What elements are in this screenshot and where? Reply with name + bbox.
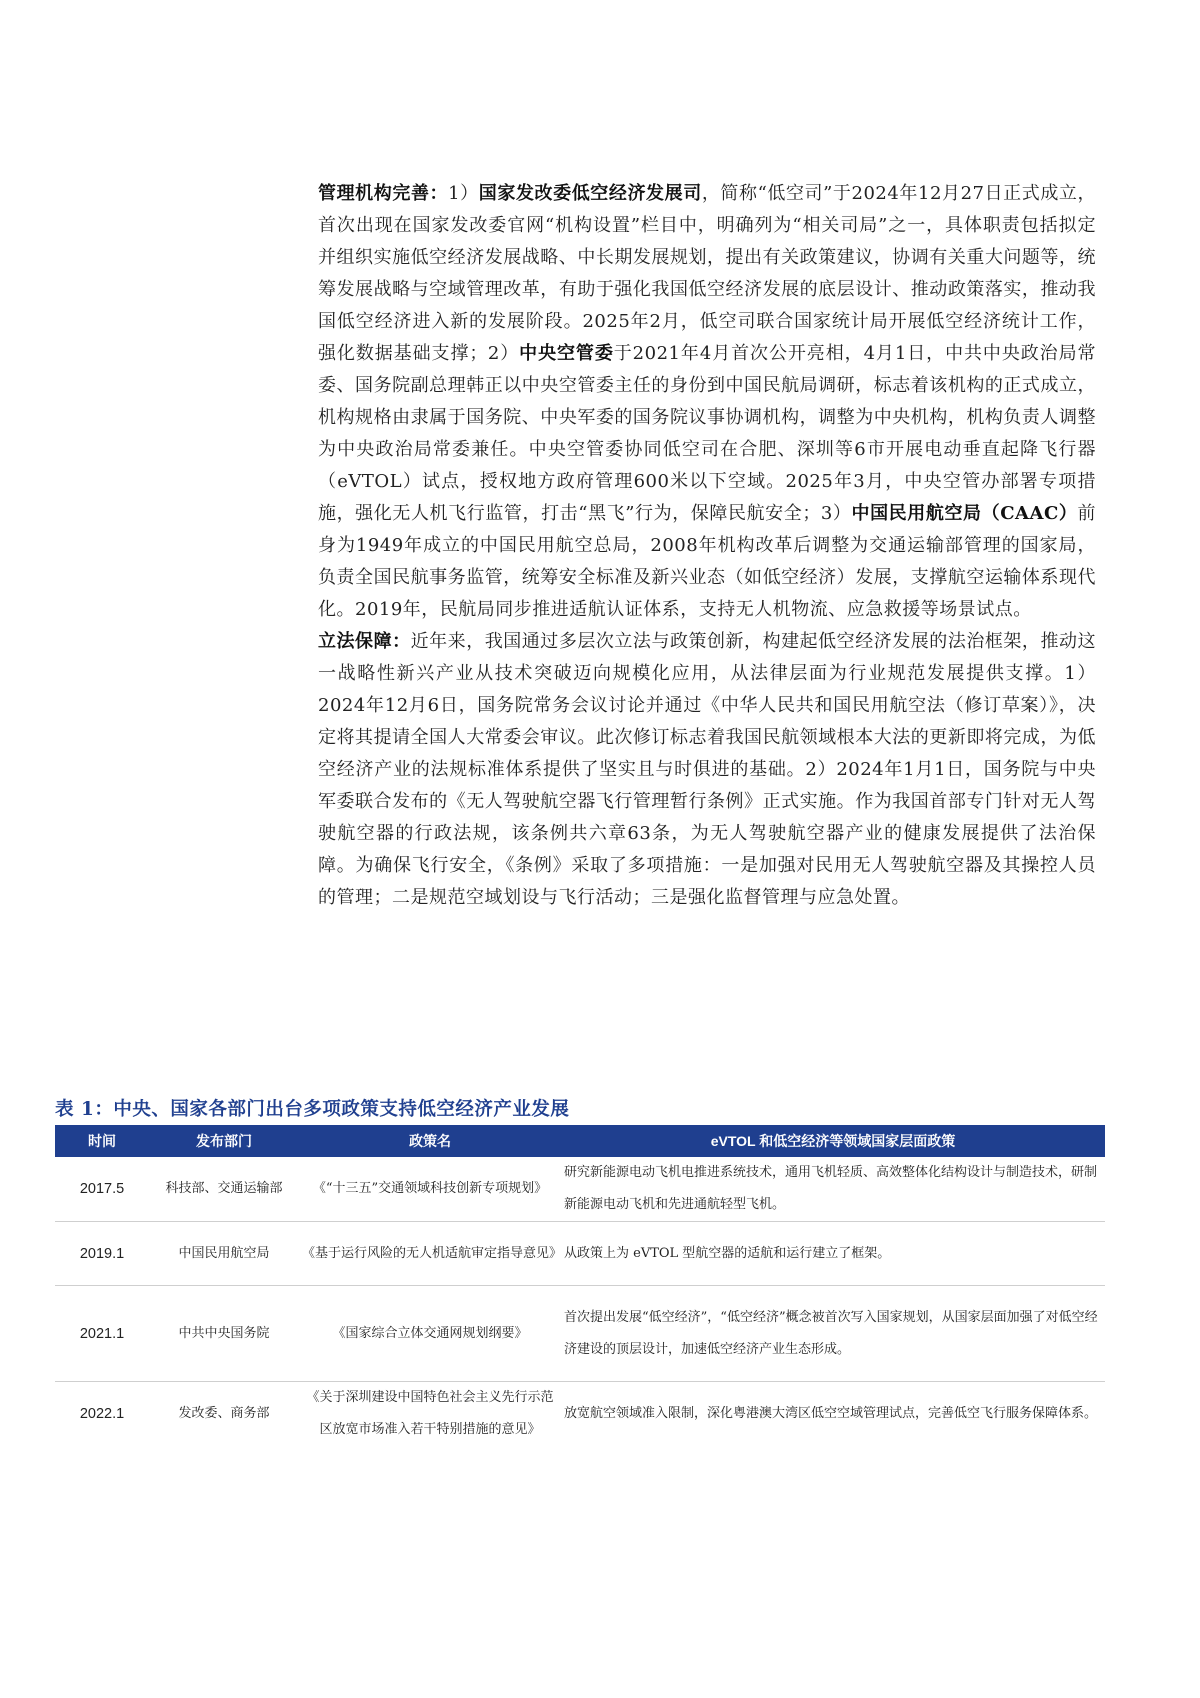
item-2-number: 2） xyxy=(487,343,520,364)
management-heading: 管理机构完善： xyxy=(318,183,449,204)
table-row xyxy=(55,1382,1105,1447)
cell-policy-name: 《基于运行风险的无人机适航审定指导意见》 xyxy=(302,1245,563,1261)
header-policy-name: 政策名 xyxy=(299,1125,561,1157)
item-3-text: 前身为1949年成立的中国民用航空总局，2008年机构改革后调整为交通运输部管理的国家局，负责全国民航事务监管，统筹安全标准及新兴业态（如低空经济）发展，支撑航空运输体系现代化。2019年，民航局同步推进适航认证体系，支持无人机物流、应急救援等场景试点。 xyxy=(318,503,1096,620)
cell-department: 发改委、商务部 xyxy=(178,1406,270,1421)
org-central-air-traffic-committee: 中央空管委 xyxy=(519,343,614,364)
table-title: 表 1：中央、国家各部门出台多项政策支持低空经济产业发展 xyxy=(55,1099,570,1120)
item-1-text: ，简称“低空司”于2024年12月27日正式成立，首次出现在国家发改委官网“机构设置”栏目中，明确列为“相关司局”之一，具体职责包括拟定并组织实施低空经济发展战略、中长期发展规划，提出有关政策建议，协调有关重大问题等，统筹发展战略与空域管理改革，有助于强化我国低空经济发展的底层设计、推动政策落实，推动我国低空经济进入新的发展阶段。2025年2月，低空司联合国家统计局开展低空经济统计工作，强化数据基础支撑； xyxy=(318,183,1097,364)
cell-policy-content: 研究新能源电动飞机电推进系统技术，通用飞机轻质、高效整体化结构设计与制造技术，研制新能源电动飞机和先进通航轻型飞机。 xyxy=(564,1165,1098,1212)
legislation-paragraph xyxy=(318,626,1096,914)
policy-table xyxy=(55,1125,1105,1446)
table-row xyxy=(55,1157,1105,1222)
cell-policy-content: 放宽航空领域准入限制，深化粤港澳大湾区低空空域管理试点，完善低空飞行服务保障体系。 xyxy=(564,1406,1098,1421)
table-row xyxy=(55,1222,1105,1286)
legislation-text: 近年来，我国通过多层次立法与政策创新，构建起低空经济发展的法治框架，推动这一战略性新兴产业从技术突破迈向规模化应用，从法律层面为行业规范发展提供支撑。1）2024年12月6日，国务院常务会议讨论并通过《中华人民共和国民用航空法（修订草案）》，决定将其提请全国人大常委会审议。此次修订标志着我国民航领域根本大法的更新即将完成，为低空经济产业的法规标准体系提供了坚实且与时俱进的基础。2）2024年1月1日，国务院与中央军委联合发布的《无人驾驶航空器飞行管理暂行条例》正式实施。作为我国首部专门针对无人驾驶航空器的行政法规，该条例共六章63条，为无人驾驶航空器产业的健康发展提供了法治保障。为确保飞行安全，《条例》采取了多项措施：一是加强对民用无人驾驶航空器及其操控人员的管理；二是规范空域划设与飞行活动；三是强化监督管理与应急处置。 xyxy=(318,631,1096,908)
item-3-number: 3） xyxy=(820,503,852,524)
cell-time: 2019.1 xyxy=(79,1245,125,1262)
cell-policy-content: 首次提出发展“低空经济”，“低空经济”概念被首次写入国家规划，从国家层面加强了对低空经济建设的顶层设计，加速低空经济产业生态形成。 xyxy=(564,1309,1098,1357)
item-2-text: 于2021年4月首次公开亮相，4月1日，中共中央政治局常委、国务院副总理韩正以中央空管委主任的身份到中国民航局调研，标志着该机构的正式成立，机构规格由隶属于国务院、中央军委的国务院议事协调机构，调整为中央机构，机构负责人调整为中央政治局常委兼任。中央空管委协同低空司在合肥、深圳等6市开展电动垂直起降飞行器（eVTOL）试点，授权地方政府管理600米以下空域。2025年3月，中央空管办部署专项措施，强化无人机飞行监管，打击“黑飞”行为，保障民航安全； xyxy=(318,343,1097,524)
header-policy-content: eVTOL 和低空经济等领域国家层面政策 xyxy=(561,1125,1105,1157)
header-time: 时间 xyxy=(55,1125,149,1157)
org-caac: 中国民用航空局（CAAC） xyxy=(851,503,1078,524)
cell-department: 中国民用航空局 xyxy=(178,1245,270,1261)
cell-policy-name: 《“十三五”交通领域科技创新专项规划》 xyxy=(312,1181,548,1196)
cell-department: 科技部、交通运输部 xyxy=(165,1181,283,1196)
table-header-row xyxy=(55,1125,1105,1157)
legislation-heading: 立法保障： xyxy=(318,631,411,652)
cell-time: 2017.5 xyxy=(79,1181,125,1197)
cell-department: 中共中央国务院 xyxy=(178,1325,270,1341)
body-text xyxy=(318,178,1096,914)
cell-policy-name: 《关于深圳建设中国特色社会主义先行示范区放宽市场准入若干特别措施的意见》 xyxy=(306,1390,554,1437)
table-row xyxy=(55,1286,1105,1382)
cell-time: 2021.1 xyxy=(79,1325,125,1342)
header-department: 发布部门 xyxy=(149,1125,299,1157)
item-1-number: 1） xyxy=(448,183,479,204)
cell-time: 2022.1 xyxy=(79,1406,125,1422)
cell-policy-name: 《国家综合立体交通网规划纲要》 xyxy=(332,1325,528,1341)
cell-policy-content: 从政策上为 eVTOL 型航空器的适航和运行建立了框架。 xyxy=(564,1245,891,1261)
org-low-altitude-department: 国家发改委低空经济发展司 xyxy=(478,183,702,204)
management-paragraph xyxy=(318,178,1096,626)
